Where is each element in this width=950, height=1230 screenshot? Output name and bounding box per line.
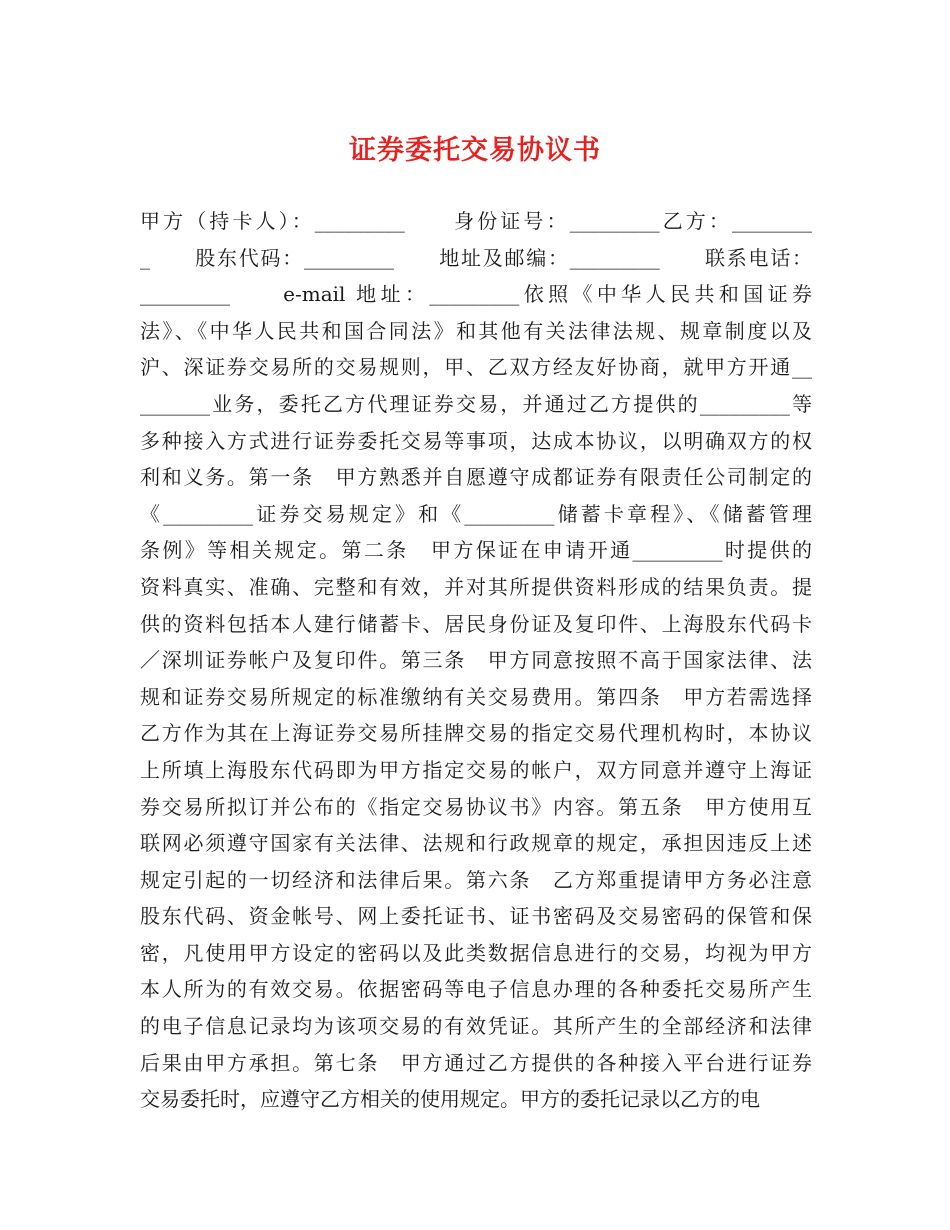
body-line: 甲方（持卡人）：_________ 身份证号：_________乙方：________ — [140, 209, 812, 233]
body-line: 上所填上海股东代码即为甲方指定交易的帐户，双方同意并遵守上海证 — [140, 757, 812, 782]
body-line: 《_________证券交易规定》和《_________储蓄卡章程》、《储蓄管理 — [140, 501, 812, 526]
body-line: 的电子信息记录均为该项交易的有效凭证。其所产生的全部经济和法律 — [140, 1014, 812, 1039]
body-line: 联网必须遵守国家有关法律、法规和行政规章的规定，承担因违反上述 — [140, 831, 812, 856]
document-title: 证券委托交易协议书 — [349, 135, 601, 166]
body-line: 法》、《中华人民共和国合同法》和其他有关法律法规、规章制度以及 — [140, 318, 812, 343]
body-line: 供的资料包括本人建行储蓄卡、居民身份证及复印件、上海股东代码卡 — [140, 611, 812, 636]
body-line: 规和证券交易所规定的标准缴纳有关交易费用。第四条 甲方若需选择 — [140, 684, 812, 709]
body-line: 多种接入方式进行证券委托交易等事项，达成本协议，以明确双方的权 — [140, 428, 812, 453]
body-line: _________ e-mail 地址：_________依照《中华人民共和国证券 — [140, 282, 812, 307]
body-line: 券交易所拟订并公布的《指定交易协议书》内容。第五条 甲方使用互 — [140, 794, 812, 819]
body-line: 沪、深证券交易所的交易规则，甲、乙双方经友好协商，就甲方开通__ — [140, 355, 812, 380]
body-line: 股东代码、资金帐号、网上委托证书、证书密码及交易密码的保管和保 — [140, 904, 812, 929]
body-line: 乙方作为其在上海证券交易所挂牌交易的指定交易代理机构时，本协议 — [140, 721, 812, 746]
body-line: 交易委托时，应遵守乙方相关的使用规定。甲方的委托记录以乙方的电 — [140, 1087, 760, 1112]
body-line: 利和义务。第一条 甲方熟悉并自愿遵守成都证券有限责任公司制定的 — [140, 465, 812, 490]
document-body — [140, 203, 812, 1118]
body-line: ／深圳证券帐户及复印件。第三条 甲方同意按照不高于国家法律、法 — [140, 648, 812, 673]
body-line: _______业务，委托乙方代理证券交易，并通过乙方提供的_________等 — [140, 391, 812, 416]
body-line: 规定引起的一切经济和法律后果。第六条 乙方郑重提请甲方务必注意 — [140, 867, 812, 892]
body-line: _ 股东代码：_________ 地址及邮编：_________ 联系电话： — [140, 245, 812, 270]
body-line: 资料真实、准确、完整和有效，并对其所提供资料形成的结果负责。提 — [140, 574, 812, 599]
body-line: 密，凡使用甲方设定的密码以及此类数据信息进行的交易，均视为甲方 — [140, 940, 812, 965]
body-line: 后果由甲方承担。第七条 甲方通过乙方提供的各种接入平台进行证券 — [140, 1050, 812, 1075]
body-line: 条例》等相关规定。第二条 甲方保证在申请开通_________时提供的 — [140, 538, 812, 563]
body-line: 本人所为的有效交易。依据密码等电子信息办理的各种委托交易所产生 — [140, 977, 812, 1002]
